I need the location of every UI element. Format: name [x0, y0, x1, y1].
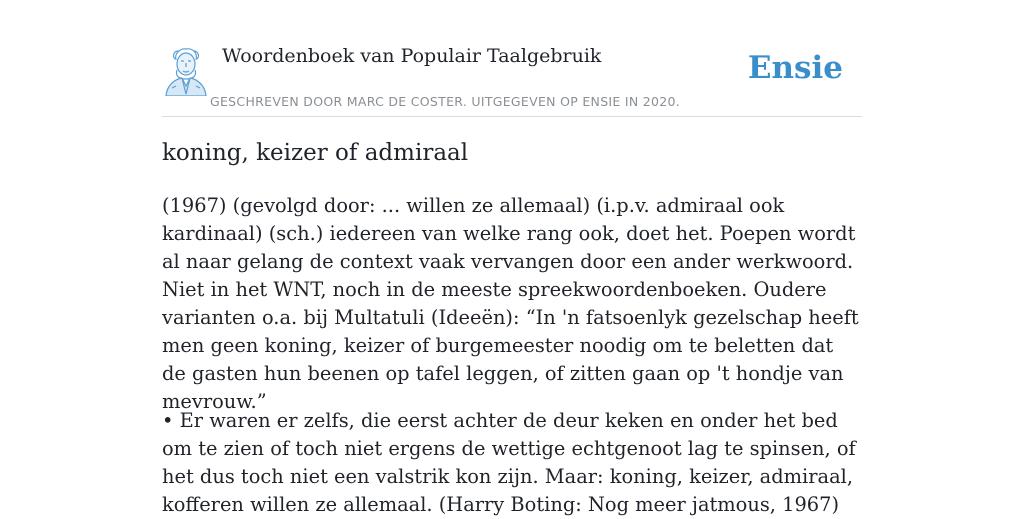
dictionary-header — [162, 0, 862, 117]
entry-title: koning, keizer of admiraal — [162, 140, 469, 166]
entry-definition: (1967) (gevolgd door: ... willen ze allemaal) (i.p.v. admiraal ook kardinaal) (sch.) iedereen van welke rang ook, doet het. Poepen wordt al naar gelang de context vaak vervangen door een ander werkwoord. Niet in het WNT, noch in de meeste spreekwoordenboeken. Oudere varianten o.a. bij Multatuli (Ideeën): “In 'n fatsoenlyk gezelschap heeft men geen koning, keizer of burgemeester noodig om te beletten dat de gasten hun beenen op tafel leggen, of zitten gaan op 't hondje van mevrouw.” — [162, 194, 859, 413]
ensie-logo[interactable]: Ensie — [747, 50, 843, 86]
author-portrait-icon — [162, 46, 210, 96]
byline: GESCHREVEN DOOR MARC DE COSTER. UITGEGEVEN OP ENSIE IN 2020. — [210, 94, 681, 109]
page — [162, 0, 862, 516]
entry-example: • Er waren er zelfs, die eerst achter de deur keken en onder het bed om te zien of toch niet ergens de wettige echtgenoot lag te spinsen, of het dus toch niet een valstrik kon zijn. Maar: koning, keizer, admiraal, kofferen willen ze allemaal. (Harry Boting: Nog meer jatmous, 1967) — [162, 409, 856, 516]
book-title[interactable]: Woordenboek van Populair Taalgebruik — [222, 45, 602, 67]
